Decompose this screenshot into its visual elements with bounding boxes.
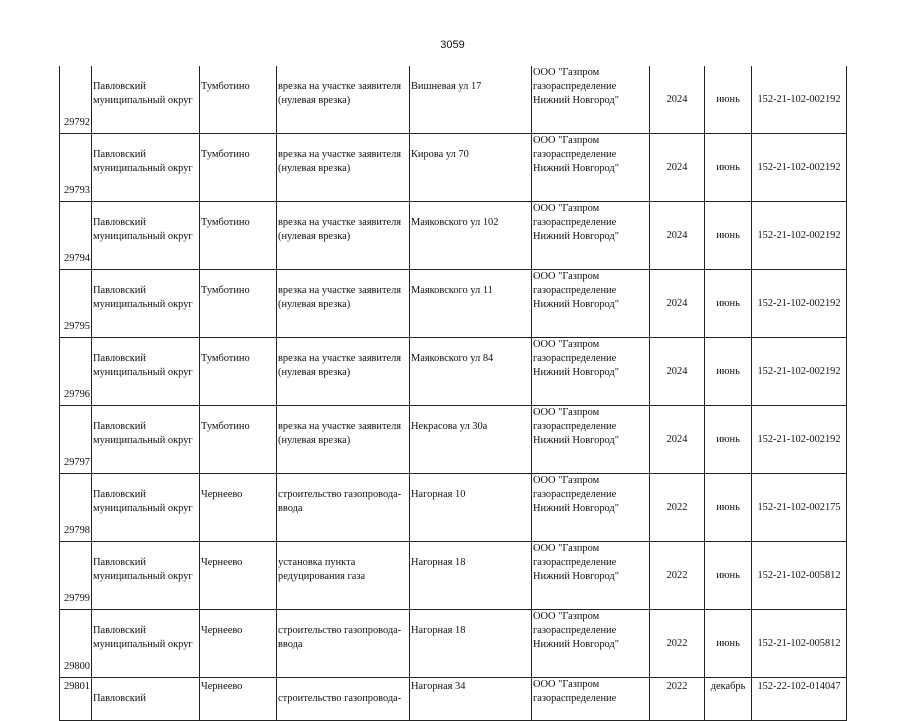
address-cell: Маяковского ул 102 [410,202,532,270]
month-cell: июнь [705,338,752,406]
code-cell: 152-22-102-014047 [752,678,847,721]
organization-cell-line: ООО "Газпром [533,543,600,554]
work-type-cell-line: (нулевая врезка) [278,367,351,378]
work-type-cell-line: (нулевая врезка) [278,299,351,310]
work-type-cell-line: врезка на участке заявителя [278,81,402,92]
district-cell-line: Павловский [93,149,146,160]
work-type-cell-line: врезка на участке заявителя [278,285,402,296]
record-id-cell: 29795 [60,270,92,338]
district-cell [92,542,200,610]
month-cell: июнь [705,406,752,474]
record-id-cell: 29799 [60,542,92,610]
work-type-cell-line: строительство газопровода- [278,489,402,500]
district-cell-line: муниципальный округ [93,231,193,242]
work-type-cell [277,202,410,270]
code-cell: 152-21-102-002175 [752,474,847,542]
record-id-cell: 29793 [60,134,92,202]
settlement-cell: Тумботино [200,270,277,338]
address-cell: Кирова ул 70 [410,134,532,202]
settlement-cell: Чернеево [200,542,277,610]
record-id-cell: 29796 [60,338,92,406]
district-cell-line: муниципальный округ [93,95,193,106]
settlement-cell: Чернеево [200,610,277,678]
organization-cell-line: газораспределение [533,353,617,364]
work-type-cell-line: врезка на участке заявителя [278,421,402,432]
district-cell-line: Павловский [93,217,146,228]
work-type-cell-line: (нулевая врезка) [278,435,351,446]
organization-cell-line: газораспределение [533,285,617,296]
organization-cell [532,338,650,406]
organization-cell-line: ООО "Газпром [533,475,600,486]
settlement-cell: Чернеево [200,678,277,721]
year-cell: 2024 [650,338,705,406]
settlement-cell: Тумботино [200,406,277,474]
district-cell-line: муниципальный округ [93,435,193,446]
organization-cell-line: газораспределение [533,217,617,228]
record-id-cell: 29800 [60,610,92,678]
organization-cell-line: Нижний Новгород" [533,571,619,582]
district-cell [92,610,200,678]
address-cell: Нагорная 10 [410,474,532,542]
page-number: 3059 [440,39,465,51]
address-cell: Вишневая ул 17 [410,66,532,134]
district-cell [92,134,200,202]
organization-cell-line: ООО "Газпром [533,611,600,622]
registry-table [59,66,847,721]
organization-cell-line: газораспределение [533,489,617,500]
code-cell: 152-21-102-002192 [752,134,847,202]
work-type-cell [277,542,410,610]
month-cell: июнь [705,474,752,542]
organization-cell-line: Нижний Новгород" [533,435,619,446]
settlement-cell: Тумботино [200,134,277,202]
address-cell: Маяковского ул 11 [410,270,532,338]
organization-cell [532,610,650,678]
record-id-cell: 29794 [60,202,92,270]
year-cell: 2022 [650,678,705,721]
settlement-cell: Чернеево [200,474,277,542]
address-cell: Некрасова ул 30а [410,406,532,474]
table-row [60,406,847,474]
organization-cell [532,66,650,134]
year-cell: 2024 [650,406,705,474]
organization-cell [532,474,650,542]
year-cell: 2022 [650,542,705,610]
year-cell: 2024 [650,270,705,338]
work-type-cell-line: ввода [278,639,303,650]
table-row [60,610,847,678]
month-cell: июнь [705,270,752,338]
organization-cell-line: Нижний Новгород" [533,231,619,242]
district-cell-line: Павловский [93,421,146,432]
address-cell: Нагорная 18 [410,610,532,678]
organization-cell-line: ООО "Газпром [533,339,600,350]
district-cell [92,270,200,338]
record-id-cell: 29792 [60,66,92,134]
table-row [60,270,847,338]
work-type-cell-line: (нулевая врезка) [278,231,351,242]
district-cell [92,202,200,270]
district-cell-line: муниципальный округ [93,163,193,174]
record-id-cell: 29797 [60,406,92,474]
district-cell-line: Павловский [93,625,146,636]
work-type-cell-line: (нулевая врезка) [278,163,351,174]
organization-cell [532,542,650,610]
district-cell-line: Павловский [93,693,146,704]
district-cell [92,406,200,474]
organization-cell-line: газораспределение [533,625,617,636]
organization-cell-line: ООО "Газпром [533,407,600,418]
organization-cell-line: Нижний Новгород" [533,163,619,174]
code-cell: 152-21-102-002192 [752,270,847,338]
code-cell: 152-21-102-002192 [752,338,847,406]
year-cell: 2024 [650,134,705,202]
district-cell-line: Павловский [93,557,146,568]
organization-cell [532,678,650,721]
work-type-cell [277,678,410,721]
district-cell-line: муниципальный округ [93,299,193,310]
organization-cell-line: газораспределение [533,693,617,704]
district-cell [92,66,200,134]
work-type-cell-line: установка пункта [278,557,356,568]
work-type-cell [277,66,410,134]
record-id-cell: 29801 [60,678,92,721]
organization-cell [532,202,650,270]
settlement-cell: Тумботино [200,338,277,406]
organization-cell-line: ООО "Газпром [533,203,600,214]
work-type-cell [277,406,410,474]
work-type-cell [277,474,410,542]
work-type-cell-line: строительство газопровода- [278,693,402,704]
work-type-cell [277,610,410,678]
organization-cell-line: ООО "Газпром [533,271,600,282]
organization-cell-line: газораспределение [533,149,617,160]
year-cell: 2022 [650,474,705,542]
work-type-cell-line: врезка на участке заявителя [278,217,402,228]
table-row [60,66,847,134]
organization-cell-line: Нижний Новгород" [533,95,619,106]
district-cell-line: муниципальный округ [93,503,193,514]
organization-cell-line: ООО "Газпром [533,679,600,690]
district-cell-line: Павловский [93,81,146,92]
address-cell: Маяковского ул 84 [410,338,532,406]
month-cell: июнь [705,202,752,270]
table-row [60,202,847,270]
work-type-cell-line: (нулевая врезка) [278,95,351,106]
code-cell: 152-21-102-002192 [752,202,847,270]
table-row [60,542,847,610]
organization-cell [532,406,650,474]
district-cell-line: Павловский [93,353,146,364]
table-row [60,338,847,406]
organization-cell-line: ООО "Газпром [533,67,600,78]
month-cell: декабрь [705,678,752,721]
district-cell-line: муниципальный округ [93,639,193,650]
code-cell: 152-21-102-005812 [752,610,847,678]
organization-cell-line: газораспределение [533,557,617,568]
month-cell: июнь [705,134,752,202]
work-type-cell [277,134,410,202]
district-cell [92,474,200,542]
code-cell: 152-21-102-002192 [752,406,847,474]
record-id-cell: 29798 [60,474,92,542]
month-cell: июнь [705,542,752,610]
settlement-cell: Тумботино [200,66,277,134]
year-cell: 2024 [650,202,705,270]
work-type-cell-line: строительство газопровода- [278,625,402,636]
organization-cell-line: Нижний Новгород" [533,503,619,514]
address-cell: Нагорная 34 [410,678,532,721]
code-cell: 152-21-102-005812 [752,542,847,610]
district-cell-line: муниципальный округ [93,571,193,582]
address-cell: Нагорная 18 [410,542,532,610]
year-cell: 2024 [650,66,705,134]
work-type-cell-line: врезка на участке заявителя [278,353,402,364]
code-cell: 152-21-102-002192 [752,66,847,134]
district-cell [92,338,200,406]
year-cell: 2022 [650,610,705,678]
work-type-cell [277,338,410,406]
table-row [60,134,847,202]
work-type-cell-line: врезка на участке заявителя [278,149,402,160]
organization-cell [532,134,650,202]
work-type-cell-line: редуцирования газа [278,571,366,582]
district-cell [92,678,200,721]
table-row [60,678,847,721]
settlement-cell: Тумботино [200,202,277,270]
district-cell-line: муниципальный округ [93,367,193,378]
month-cell: июнь [705,610,752,678]
organization-cell-line: ООО "Газпром [533,135,600,146]
organization-cell-line: Нижний Новгород" [533,299,619,310]
organization-cell-line: Нижний Новгород" [533,367,619,378]
organization-cell [532,270,650,338]
table-row [60,474,847,542]
organization-cell-line: газораспределение [533,421,617,432]
work-type-cell [277,270,410,338]
district-cell-line: Павловский [93,489,146,500]
organization-cell-line: Нижний Новгород" [533,639,619,650]
month-cell: июнь [705,66,752,134]
work-type-cell-line: ввода [278,503,303,514]
organization-cell-line: газораспределение [533,81,617,92]
district-cell-line: Павловский [93,285,146,296]
